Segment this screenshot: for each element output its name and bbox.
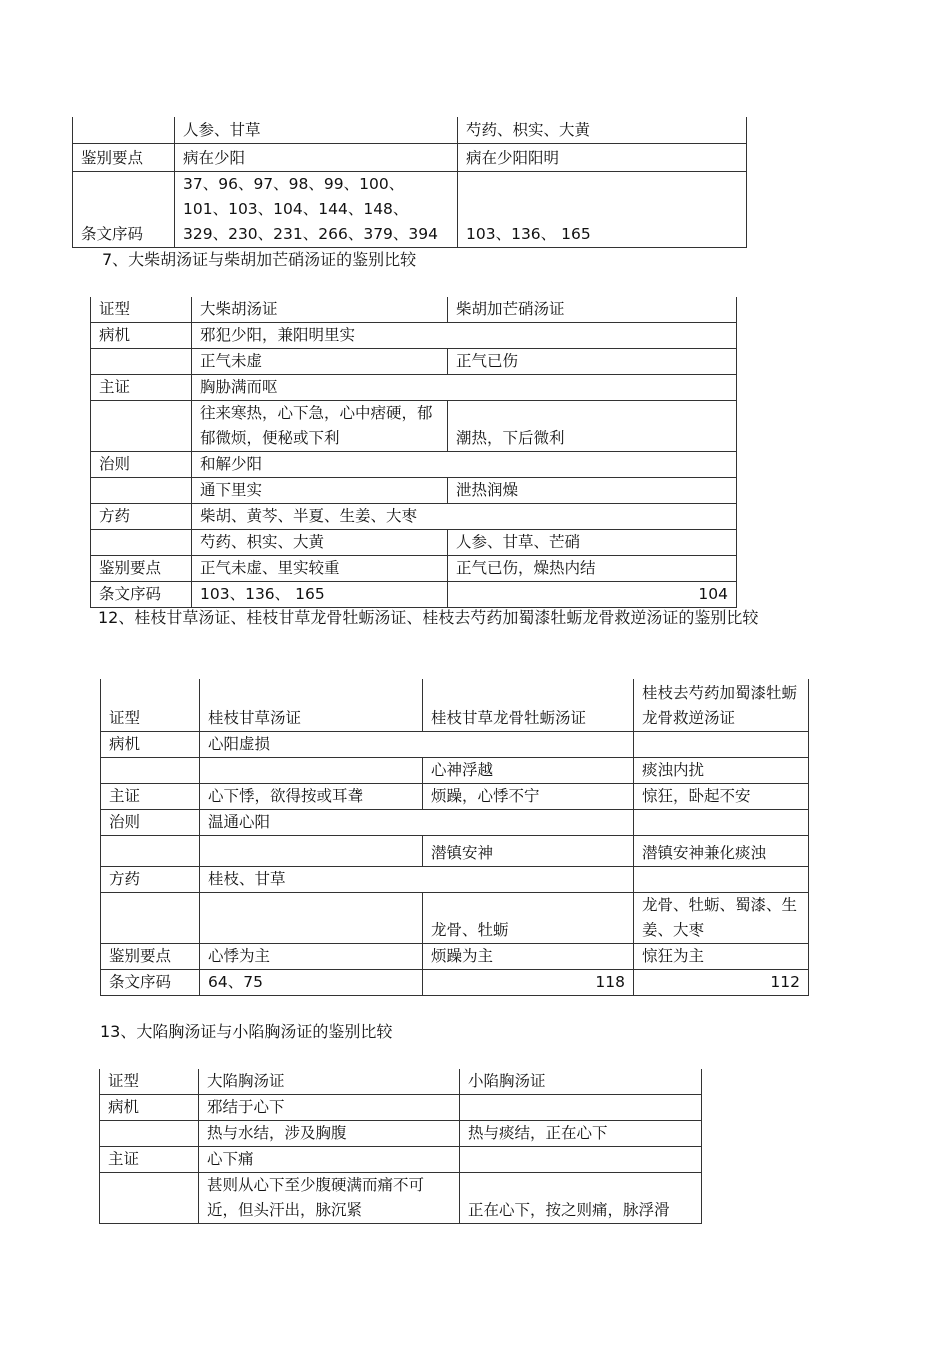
column-header: 证型 — [91, 297, 192, 323]
table-row — [91, 375, 737, 401]
table-cell — [91, 530, 192, 556]
table-cell: 正气未虚、里实较重 — [192, 556, 448, 582]
row-label: 条文序码 — [101, 969, 200, 995]
table-row — [73, 143, 747, 171]
table-cell: 烦躁，心悸不宁 — [423, 783, 634, 809]
table-row — [91, 401, 737, 452]
section-heading-13: 13、大陷胸汤证与小陷胸汤证的鉴别比较 — [100, 1022, 393, 1041]
table-row — [101, 892, 809, 943]
table-cell: 病在少阳阳明 — [458, 143, 747, 171]
table-cell — [91, 349, 192, 375]
table-cell — [100, 1173, 199, 1224]
table-row — [100, 1121, 702, 1147]
table-cell: 正气已伤，燥热内结 — [448, 556, 737, 582]
table-cell: 心阳虚损 — [200, 731, 634, 757]
row-label: 鉴别要点 — [91, 556, 192, 582]
table-row — [101, 969, 809, 995]
table-cell: 64、75 — [200, 969, 423, 995]
row-label: 主证 — [91, 375, 192, 401]
table-cell: 心神浮越 — [423, 757, 634, 783]
table-row — [101, 783, 809, 809]
table-cell: 正气未虚 — [192, 349, 448, 375]
table-cell — [91, 478, 192, 504]
table-row — [91, 504, 737, 530]
row-label: 病机 — [91, 323, 192, 349]
table-row — [100, 1173, 702, 1224]
table-row — [73, 117, 747, 143]
row-label: 条文序码 — [91, 582, 192, 608]
table-cell — [73, 117, 175, 143]
table-cell — [200, 835, 423, 866]
table-cell: 惊狂，卧起不安 — [634, 783, 809, 809]
table-cell: 龙骨、牡蛎 — [423, 892, 634, 943]
table-cell: 温通心阳 — [200, 809, 634, 835]
row-label: 方药 — [101, 866, 200, 892]
table-header-row — [100, 1069, 702, 1095]
row-label: 鉴别要点 — [101, 943, 200, 969]
table-cell: 和解少阳 — [192, 452, 737, 478]
column-header: 桂枝甘草汤证 — [200, 679, 423, 731]
table-cell: 潜镇安神 — [423, 835, 634, 866]
row-label: 治则 — [101, 809, 200, 835]
table-row — [91, 349, 737, 375]
table-6-continued — [72, 117, 747, 248]
table-cell — [91, 401, 192, 452]
section-heading-7: 7、大柴胡汤证与柴胡加芒硝汤证的鉴别比较 — [102, 250, 417, 269]
table-cell: 正在心下，按之则痛，脉浮滑 — [460, 1173, 702, 1224]
table-header-row — [101, 679, 809, 731]
table-header-row — [91, 297, 737, 323]
column-header: 小陷胸汤证 — [460, 1069, 702, 1095]
table-cell: 热与水结，涉及胸腹 — [199, 1121, 460, 1147]
table-row — [101, 866, 809, 892]
table-cell: 通下里实 — [192, 478, 448, 504]
table-cell: 邪犯少阳，兼阳明里实 — [192, 323, 737, 349]
table-cell: 心下悸，欲得按或耳聋 — [200, 783, 423, 809]
table-row — [101, 835, 809, 866]
column-header: 大陷胸汤证 — [199, 1069, 460, 1095]
table-cell — [101, 835, 200, 866]
row-label: 鉴别要点 — [73, 143, 175, 171]
table-cell: 痰浊内扰 — [634, 757, 809, 783]
table-row — [91, 556, 737, 582]
table-cell: 103、136、 165 — [458, 171, 747, 247]
table-cell: 邪结于心下 — [199, 1095, 460, 1121]
table-7 — [90, 297, 737, 608]
row-label: 病机 — [100, 1095, 199, 1121]
table-cell — [634, 731, 809, 757]
table-row — [91, 452, 737, 478]
table-cell — [101, 757, 200, 783]
row-label: 病机 — [101, 731, 200, 757]
table-row — [91, 530, 737, 556]
table-cell: 潜镇安神兼化痰浊 — [634, 835, 809, 866]
table-cell — [200, 892, 423, 943]
column-header: 桂枝甘草龙骨牡蛎汤证 — [423, 679, 634, 731]
table-cell: 甚则从心下至少腹硬满而痛不可近，但头汗出，脉沉紧 — [199, 1173, 460, 1224]
table-cell — [634, 809, 809, 835]
column-header: 证型 — [100, 1069, 199, 1095]
table-cell: 112 — [634, 969, 809, 995]
table-row — [101, 943, 809, 969]
column-header: 柴胡加芒硝汤证 — [448, 297, 737, 323]
table-row — [100, 1095, 702, 1121]
table-cell: 人参、甘草 — [175, 117, 458, 143]
table-cell: 往来寒热，心下急，心中痞硬，郁郁微烦，便秘或下利 — [192, 401, 448, 452]
table-row — [101, 731, 809, 757]
table-row — [91, 478, 737, 504]
table-cell: 桂枝、甘草 — [200, 866, 634, 892]
section-heading-12 — [98, 604, 798, 631]
table-cell: 118 — [423, 969, 634, 995]
table-row — [91, 323, 737, 349]
table-cell: 泄热润燥 — [448, 478, 737, 504]
table-cell: 惊狂为主 — [634, 943, 809, 969]
table-cell: 胸胁满而呕 — [192, 375, 737, 401]
table-13 — [99, 1069, 702, 1224]
table-row — [101, 809, 809, 835]
table-cell: 芍药、枳实、大黄 — [458, 117, 747, 143]
table-cell: 37、96、97、98、99、100、101、103、104、144、148、329、230、231、266、379、394 — [175, 171, 458, 247]
row-label: 主证 — [101, 783, 200, 809]
row-label: 主证 — [100, 1147, 199, 1173]
table-cell: 烦躁为主 — [423, 943, 634, 969]
table-cell — [460, 1095, 702, 1121]
table-cell — [101, 892, 200, 943]
table-cell: 人参、甘草、芒硝 — [448, 530, 737, 556]
table-cell: 心悸为主 — [200, 943, 423, 969]
row-label: 条文序码 — [73, 171, 175, 247]
section-heading-12-text: 12、桂枝甘草汤证、桂枝甘草龙骨牡蛎汤证、桂枝去芍药加蜀漆牡蛎龙骨救逆汤证的鉴别比较 — [98, 608, 759, 627]
table-cell: 病在少阳 — [175, 143, 458, 171]
column-header: 证型 — [101, 679, 200, 731]
table-cell: 心下痛 — [199, 1147, 460, 1173]
column-header: 大柴胡汤证 — [192, 297, 448, 323]
table-cell: 潮热，下后微利 — [448, 401, 737, 452]
table-cell: 103、136、 165 — [192, 582, 448, 608]
table-12 — [100, 679, 809, 996]
table-cell — [460, 1147, 702, 1173]
table-cell — [100, 1121, 199, 1147]
table-cell — [634, 866, 809, 892]
table-row — [73, 171, 747, 247]
table-cell: 芍药、枳实、大黄 — [192, 530, 448, 556]
table-row — [101, 757, 809, 783]
table-cell: 104 — [448, 582, 737, 608]
table-cell: 柴胡、黄芩、半夏、生姜、大枣 — [192, 504, 737, 530]
table-cell — [200, 757, 423, 783]
table-cell: 热与痰结，正在心下 — [460, 1121, 702, 1147]
row-label: 治则 — [91, 452, 192, 478]
table-cell: 龙骨、牡蛎、蜀漆、生姜、大枣 — [634, 892, 809, 943]
table-cell: 正气已伤 — [448, 349, 737, 375]
table-row — [100, 1147, 702, 1173]
column-header: 桂枝去芍药加蜀漆牡蛎龙骨救逆汤证 — [634, 679, 809, 731]
row-label: 方药 — [91, 504, 192, 530]
